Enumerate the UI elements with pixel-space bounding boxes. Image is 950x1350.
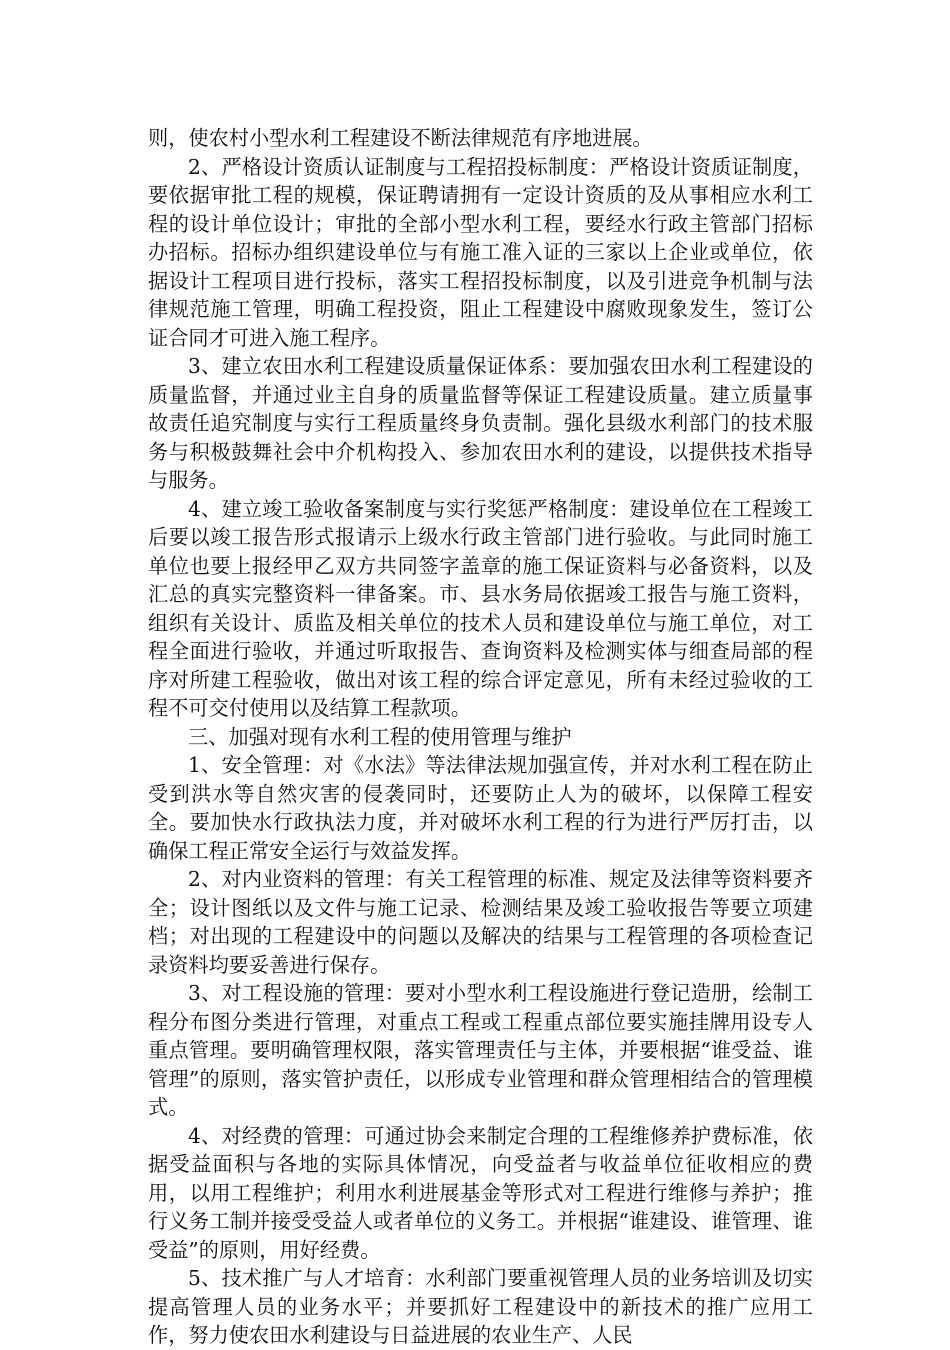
paragraph-records-management: 2、对内业资料的管理：有关工程管理的标准、规定及法律等资料要齐全；设计图纸以及文件与施工记录、检测结果及竣工验收报告等要立项建档；对出现的工程建设中的问题以及解决的结果与工程管理的各项检查记录资料均要妥善进行保存。 <box>148 867 813 977</box>
paragraph-safety-management: 1、安全管理：对《水法》等法律法规加强宣传，并对水利工程在防止受到洪水等自然灾害的侵袭同时，还要防止人为的破坏，以保障工程安全。要加快水行政执法力度，并对破坏水利工程的行为进行严厉打击，以确保工程正常安全运行与效益发挥。 <box>148 753 813 863</box>
section-heading: 三、加强对现有水利工程的使用管理与维护 <box>188 724 572 749</box>
paragraph-acceptance-filing: 4、建立竣工验收备案制度与实行奖惩严格制度：建设单位在工程竣工后要以竣工报告形式报请示上级水行政主管部门进行验收。与此同时施工单位也要上报经甲乙双方共同签字盖章的施工保证资料与必备资料，以及汇总的真实完整资料一律备案。市、县水务局依据竣工报告与施工资料，组织有关设计、质监及相关单位的技术人员和建设单位与施工单位，对工程全面进行验收，并通过听取报告、查询资料及检测实体与细查局部的程序对所建工程验收，做出对该工程的综合评定意见，所有未经过验收的工程不可交付使用以及结算工程款项。 <box>148 496 813 720</box>
paragraph-facilities-management: 3、对工程设施的管理：要对小型水利工程设施进行登记造册，绘制工程分布图分类进行管理，对重点工程或工程重点部位要实施挂牌用设专人重点管理。要明确管理权限，落实管理责任与主体，并要根据“谁受益、谁管理”的原则，落实管护责任，以形成专业管理和群众管理相结合的管理模式。 <box>148 981 813 1119</box>
paragraph-continuation: 则，使农村小型水利工程建设不断法律规范有序地进展。 <box>148 126 653 150</box>
document-body <box>148 124 813 1350</box>
paragraph-quality-assurance: 3、建立农田水利工程建设质量保证体系：要加强农田水利工程建设的质量监督，并通过业主自身的质量监督等保证工程建设质量。建立质量事故责任追究制度与实行工程质量终身负责制。强化县级水利部门的技术服务与积极鼓舞社会中介机构投入、参加农田水利的建设，以提供技术指导与服务。 <box>148 354 813 492</box>
paragraph-funding-management: 4、对经费的管理：可通过协会来制定合理的工程维修养护费标准，依据受益面积与各地的实际具体情况，向受益者与收益单位征收相应的费用，以用工程维护；利用水利进展基金等形式对工程进行维修与养护；推行义务工制并接受受益人或者单位的义务工。并根据“谁建设、谁管理、谁受益”的原则，用好经费。 <box>148 1123 813 1262</box>
paragraph-design-qualification: 2、严格设计资质认证制度与工程招投标制度：严格设计资质证制度，要依据审批工程的规模，保证聘请拥有一定设计资质的及从事相应水利工程的设计单位设计；审批的全部小型水利工程，要经水行政主管部门招标办招标。招标办组织建设单位与有施工准入证的三家以上企业或单位，依据设计工程项目进行投标，落实工程招投标制度，以及引进竞争机制与法律规范施工管理，明确工程投资，阻止工程建设中腐败现象发生，签订公证合同才可进入施工程序。 <box>148 154 813 350</box>
paragraph-technology-training: 5、技术推广与人才培育：水利部门要重视管理人员的业务培训及切实提高管理人员的业务水平；并要抓好工程建设中的新技术的推广应用工作，努力使农田水利建设与日益进展的农业生产、人民 <box>148 1266 813 1347</box>
